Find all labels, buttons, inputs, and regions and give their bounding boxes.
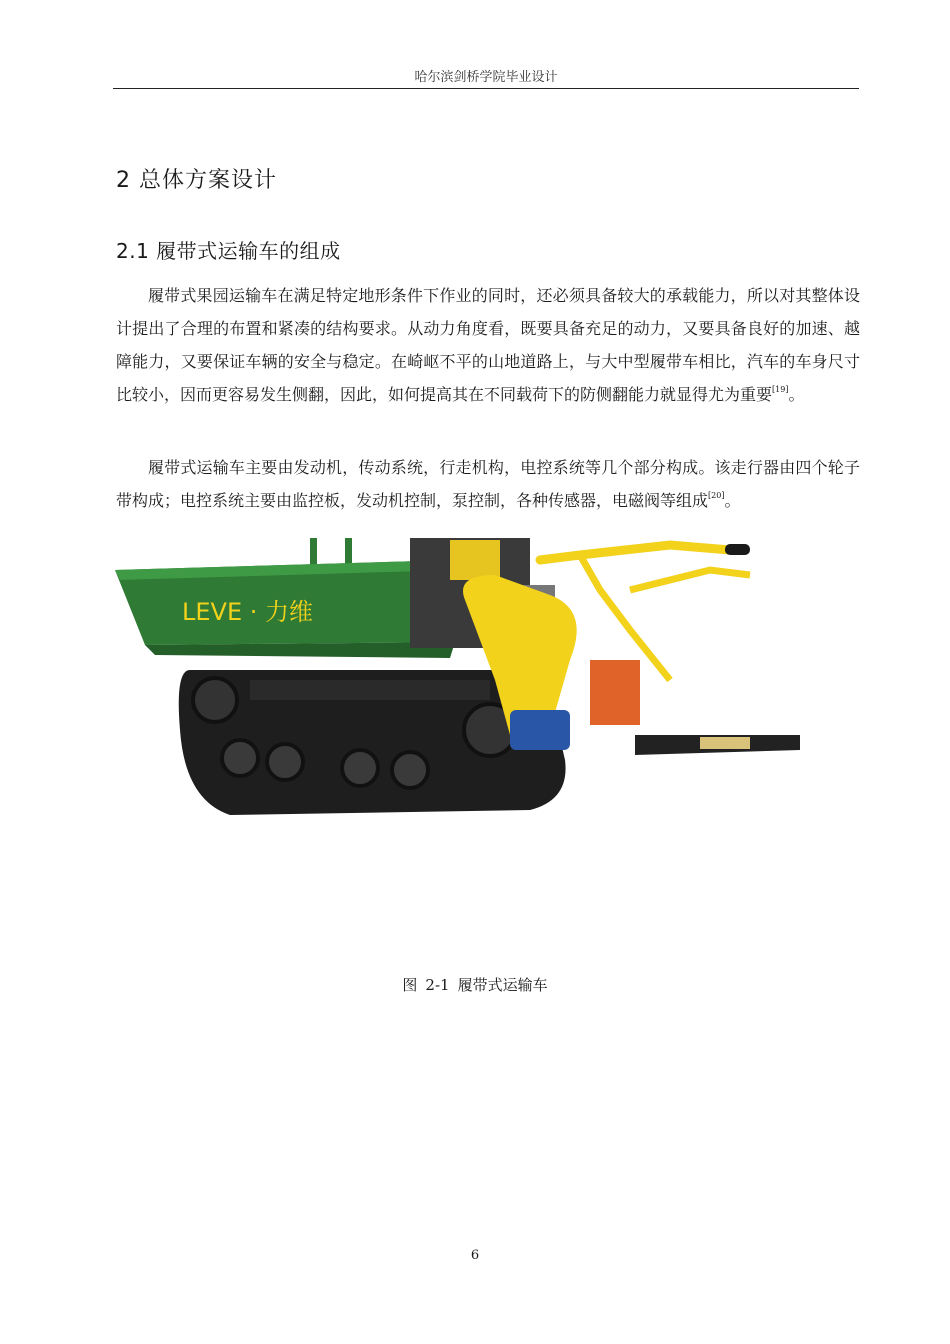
figure-caption [0,974,950,995]
caption-number: 2-1 [425,976,450,994]
road-wheel-2 [267,744,303,780]
drive-sprocket [193,678,237,722]
paragraph-1-text: 履带式果园运输车在满足特定地形条件下作业的同时，还必须具备较大的承载能力，所以对其整体设计提出了合理的布置和紧凑的结构要求。从动力角度看，既要具备充足的动力，又要具备良好的加速、越障能力，又要保证车辆的安全与稳定。在崎岖不平的山地道路上，与大中型履带车相比，汽车的车身尺寸比较小，因而更容易发生侧翻，因此，如何提高其在不同载荷下的防侧翻能力就显得尤为重要 [116,286,860,404]
box-brand-label: LEVE · 力维 [182,598,314,626]
track-frame [250,680,490,700]
caption-prefix: 图 [402,976,418,994]
chapter-title: 2 总体方案设计 [116,168,277,193]
road-wheel-3 [342,750,378,786]
header-rule [113,88,859,89]
handlebar-upper [540,545,730,560]
paragraph-1-end: 。 [788,385,805,404]
citation-19: [19] [772,385,789,394]
orange-control-block [590,660,640,725]
paragraph-2-end: 。 [724,491,741,510]
section-title: 2.1 履带式运输车的组成 [116,239,341,263]
handle-grip [725,544,750,555]
paragraph-2-text: 履带式运输车主要由发动机，传动系统，行走机构，电控系统等几个部分构成。该走行器由四个轮子带构成；电控系统主要由监控板，发动机控制，泵控制，各种传感器，电磁阀等组成 [116,458,860,510]
paragraph-1 [116,279,860,411]
tracked-carrier-photo [110,530,810,830]
paragraph-2 [116,451,860,517]
page-header: 哈尔滨剑桥学院毕业设计 [414,70,558,85]
citation-20: [20] [708,491,725,500]
handlebar-lower [630,570,750,590]
road-wheel-4 [392,752,428,788]
caption-text: 履带式运输车 [457,976,548,994]
platform-plate [700,737,750,749]
road-wheel-1 [222,740,258,776]
engine-tank [450,540,500,580]
hydraulic-pump [510,710,570,750]
page-number: 6 [470,1248,480,1263]
